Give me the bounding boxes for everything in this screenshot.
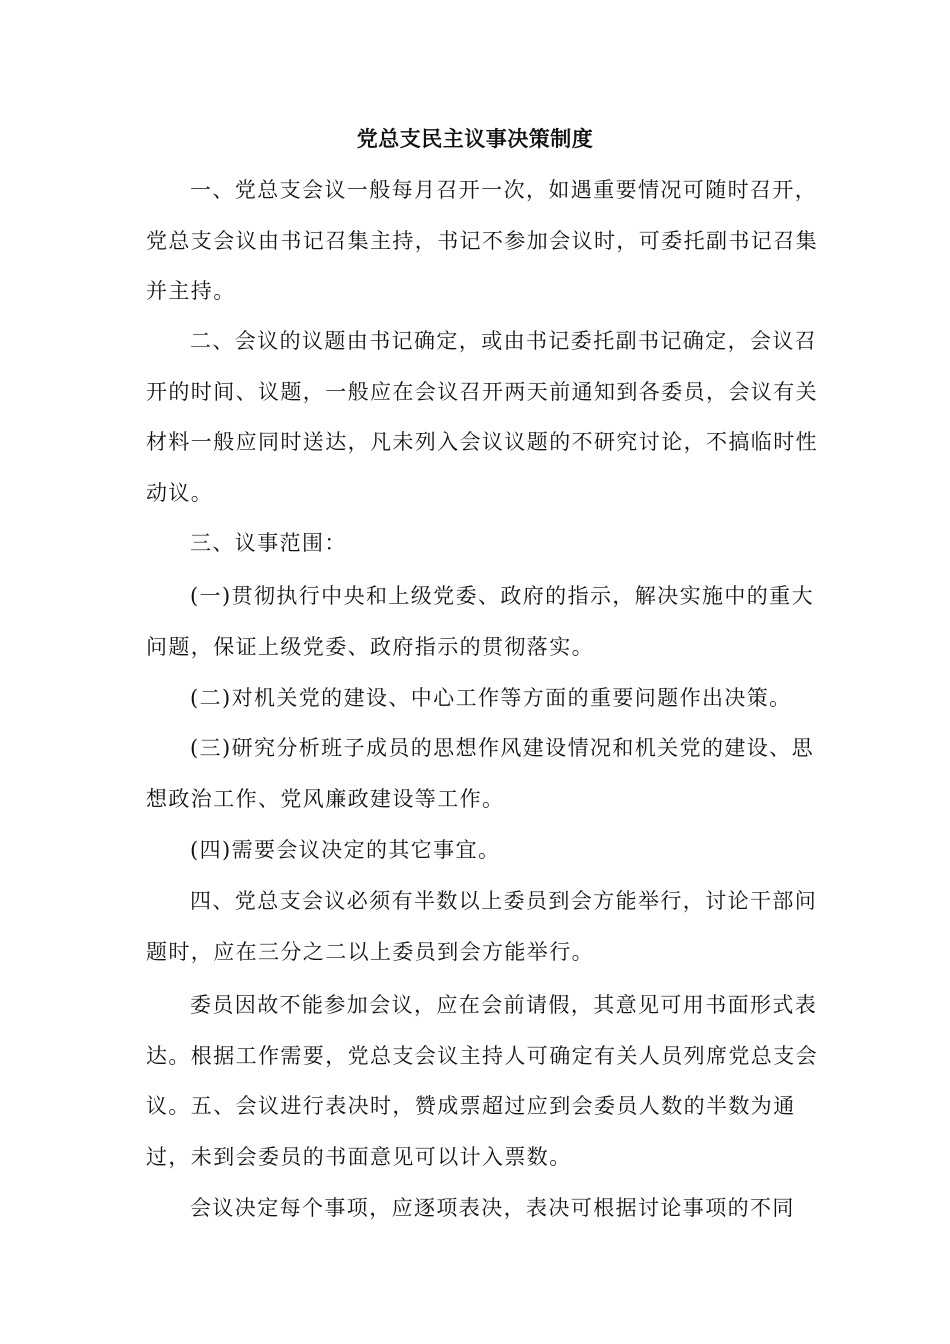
paragraph-10: 会议决定每个事项，应逐项表决，表决可根据讨论事项的不同	[190, 1196, 795, 1220]
paragraph-1: 一、党总支会议一般每月召开一次，如遇重要情况可随时召开，党总支会议由书记召集主持，书记不参加会议时，可委托副书记召集并主持。	[146, 178, 818, 303]
paragraph-8: 四、党总支会议必须有半数以上委员到会方能举行，讨论干部问题时，应在三分之二以上委员到会方能举行。	[146, 889, 818, 964]
paragraph-4: (一)贯彻执行中央和上级党委、政府的指示，解决实施中的重大问题，保证上级党委、政府指示的贯彻落实。	[146, 584, 814, 659]
paragraph-9: 委员因故不能参加会议，应在会前请假，其意见可用书面形式表达。根据工作需要，党总支会议主持人可确定有关人员列席党总支会议。五、会议进行表决时，赞成票超过应到会委员人数的半数为通过，未到会委员的书面意见可以计入票数。	[146, 993, 818, 1169]
paragraph-3: 三、议事范围：	[190, 531, 347, 555]
document-title: 党总支民主议事决策制度	[356, 126, 594, 151]
paragraph-5: (二)对机关党的建设、中心工作等方面的重要问题作出决策。	[190, 686, 792, 710]
paragraph-2: 二、会议的议题由书记确定，或由书记委托副书记确定，会议召开的时间、议题，一般应在会议召开两天前通知到各委员，会议有关材料一般应同时送达，凡未列入会议议题的不研究讨论，不搞临时性动议。	[146, 329, 818, 505]
paragraph-6: (三)研究分析班子成员的思想作风建设情况和机关党的建设、思想政治工作、党风廉政建设等工作。	[146, 736, 814, 811]
paragraph-7: (四)需要会议决定的其它事宜。	[190, 838, 501, 862]
